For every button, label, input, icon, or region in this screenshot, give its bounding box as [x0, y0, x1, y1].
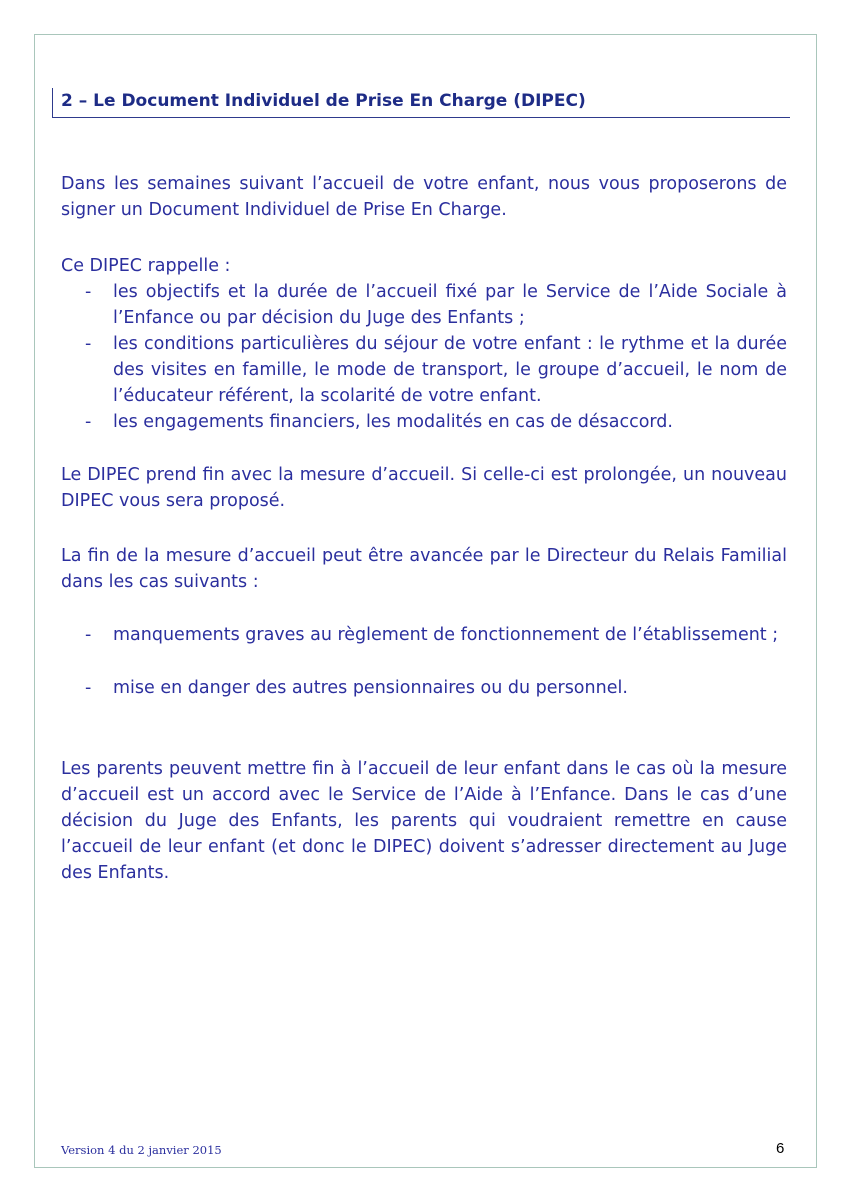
- list-item-line: l’éducateur référent, la scolarité de votre enfant.: [113, 386, 542, 406]
- list-item-line: les engagements financiers, les modalités en cas de désaccord.: [113, 412, 673, 432]
- reminder-title-text: Ce DIPEC rappelle :: [61, 256, 231, 276]
- list-item-line: l’Enfance ou par décision du Juge des Enfants ;: [113, 308, 525, 328]
- parents-line: Les parents peuvent mettre fin à l’accueil de leur enfant dans le cas où la mesure: [61, 759, 787, 779]
- end-line: DIPEC vous sera proposé.: [61, 491, 286, 511]
- intro-line: Dans les semaines suivant l’accueil de votre enfant, nous vous proposerons de: [61, 174, 787, 194]
- list-item-line: mise en danger des autres pensionnaires ou du personnel.: [113, 678, 628, 698]
- end-paragraph: [61, 462, 787, 514]
- advance-line: La fin de la mesure d’accueil peut être avancée par le Directeur du Relais Familial: [61, 546, 787, 566]
- intro-line: signer un Document Individuel de Prise En Charge.: [61, 200, 507, 220]
- list-item: [61, 675, 787, 701]
- intro-paragraph: [61, 171, 787, 223]
- parents-line: d’accueil est un accord avec le Service de l’Aide à l’Enfance. Dans le cas d’une: [61, 785, 787, 805]
- parents-paragraph: [61, 756, 787, 886]
- page-number: 6: [776, 1140, 785, 1157]
- list-item: [61, 279, 787, 331]
- footer-version: Version 4 du 2 janvier 2015: [61, 1143, 222, 1157]
- list-item-line: les conditions particulières du séjour de votre enfant : le rythme et la durée: [113, 334, 787, 354]
- parents-line: l’accueil de leur enfant (et donc le DIPEC) doivent s’adresser directement au Juge: [61, 837, 787, 857]
- parents-line: décision du Juge des Enfants, les parents qui voudraient remettre en cause: [61, 811, 787, 831]
- bullet-dash: -: [85, 625, 92, 645]
- parents-line: des Enfants.: [61, 863, 170, 883]
- section-heading: 2 – Le Document Individuel de Prise En Charge (DIPEC): [61, 91, 586, 111]
- bullet-dash: -: [85, 678, 92, 698]
- reminder-list: [61, 279, 787, 435]
- list-item-line: manquements graves au règlement de fonctionnement de l’établissement ;: [113, 625, 779, 645]
- advance-list-1: [61, 622, 787, 648]
- section-heading-box: [52, 88, 790, 118]
- bullet-dash: -: [85, 412, 92, 432]
- advance-line: dans les cas suivants :: [61, 572, 259, 592]
- list-item-line: des visites en famille, le mode de transport, le groupe d’accueil, le nom de: [113, 360, 787, 380]
- bullet-dash: -: [85, 334, 92, 354]
- list-item: [61, 409, 787, 435]
- advance-paragraph: [61, 543, 787, 595]
- reminder-title: [61, 253, 787, 279]
- list-item: [61, 622, 787, 648]
- list-item-line: les objectifs et la durée de l’accueil fixé par le Service de l’Aide Sociale à: [113, 282, 787, 302]
- bullet-dash: -: [85, 282, 92, 302]
- end-line: Le DIPEC prend fin avec la mesure d’accueil. Si celle-ci est prolongée, un nouveau: [61, 465, 787, 485]
- list-item: [61, 331, 787, 409]
- advance-list-2: [61, 675, 787, 701]
